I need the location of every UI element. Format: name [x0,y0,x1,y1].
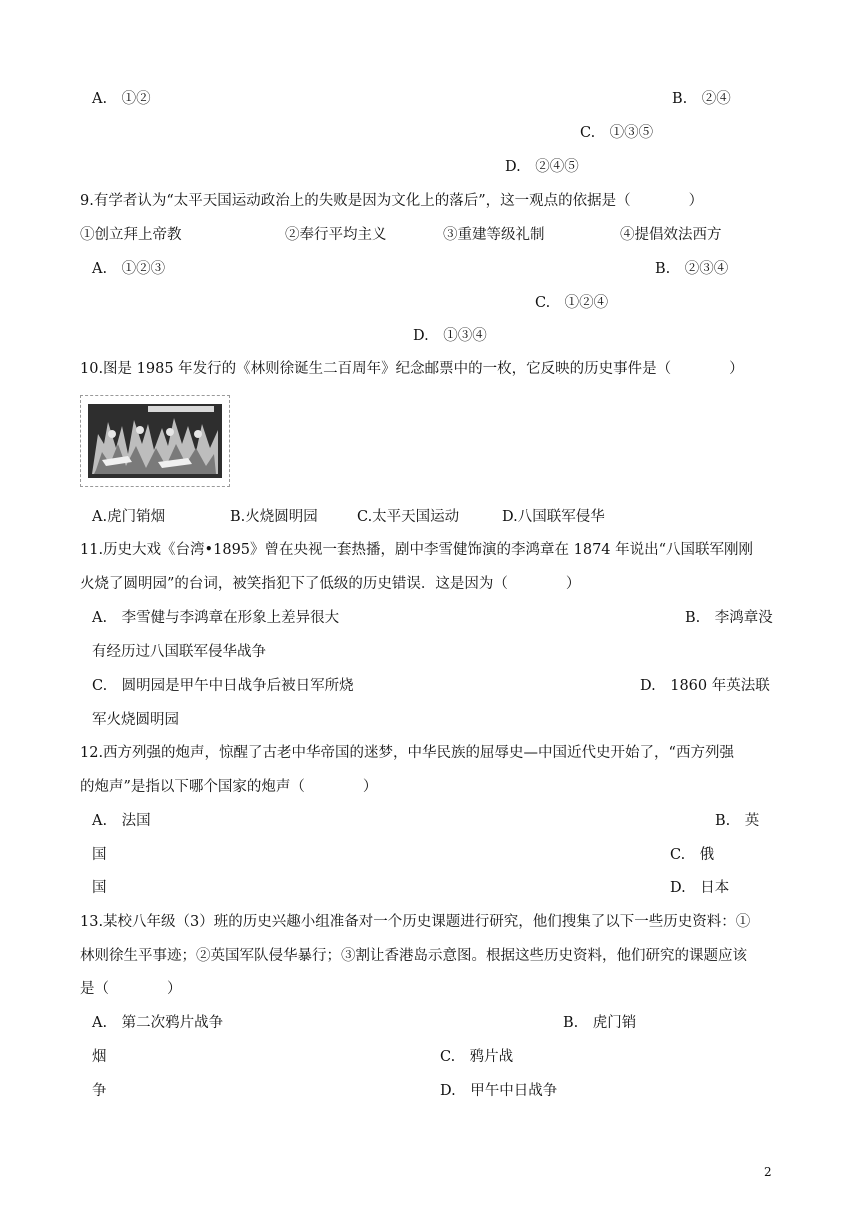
q11-option-a: A. 李雪健与李鸿章在形象上差异很大 [92,610,340,626]
q8-option-d: D. ②④⑤ [505,159,579,175]
q9-item-3: ③重建等级礼制 [443,227,545,243]
q12-stem-line1: 12.西方列强的炮声，惊醒了古老中华帝国的迷梦，中华民族的屈辱史—中国近代史开始了，“西方列强 [80,745,734,761]
q9-item-1: ①创立拜上帝教 [80,227,182,243]
q11-option-b: B. 李鸿章没 [685,610,773,626]
q11-option-c: C. 圆明园是甲午中日战争后被日军所烧 [92,678,354,694]
q11-option-d: D. 1860 年英法联 [640,678,770,694]
page-number: 2 [764,1165,772,1179]
q13-stem-line3: 是（ ） [80,981,182,997]
q10-option-d: D.八国联军侵华 [502,509,605,525]
q11-stem-line1: 11.历史大戏《台湾•1895》曾在央视一套热播，剧中李雪健饰演的李鸿章在 1874 年说出“八国联军刚刚 [80,542,754,558]
q11-option-b-continued: 有经历过八国联军侵华战争 [92,644,266,660]
q13-option-c-continued: 争 [92,1083,107,1099]
q12-option-d: D. 日本 [670,880,730,896]
q8-option-b: B. ②④ [672,91,731,107]
q8-option-c: C. ①③⑤ [580,125,654,141]
q12-option-c: C. 俄 [670,847,715,863]
q13-option-b: B. 虎门销 [563,1015,637,1031]
q10-option-a: A.虎门销烟 [92,509,166,525]
q12-option-b-continued: 国 [92,847,107,863]
q9-option-b: B. ②③④ [655,261,729,277]
q9-option-d: D. ①③④ [413,328,487,344]
q10-stem: 10.图是 1985 年发行的《林则徐诞生二百周年》纪念邮票中的一枚，它反映的历史事件是（ ） [80,361,744,377]
q9-item-2: ②奉行平均主义 [285,227,387,243]
q13-option-c: C. 鸦片战 [440,1049,514,1065]
commemorative-stamp-image [80,395,230,487]
q8-option-a: A. ①② [92,91,151,107]
q10-option-b: B.火烧圆明园 [230,509,318,525]
q9-stem: 9.有学者认为“太平天国运动政治上的失败是因为文化上的落后”，这一观点的依据是（ ） [80,193,704,209]
stamp-engraving [88,404,222,478]
q13-option-d: D. 甲午中日战争 [440,1083,558,1099]
q11-option-d-continued: 军火烧圆明园 [92,712,179,728]
q13-option-b-continued: 烟 [92,1049,107,1065]
q12-option-b: B. 英 [715,813,760,829]
q10-option-c: C.太平天国运动 [357,509,460,525]
q12-option-a: A. 法国 [92,813,151,829]
q13-stem-line1: 13.某校八年级（3）班的历史兴趣小组准备对一个历史课题进行研究，他们搜集了以下一些历史资料：① [80,914,751,930]
q9-item-4: ④提倡效法西方 [620,227,722,243]
q9-option-a: A. ①②③ [92,261,166,277]
q13-stem-line2: 林则徐生平事迹；②英国军队侵华暴行；③割让香港岛示意图。根据这些历史资料，他们研究的课题应该 [80,948,747,964]
q9-option-c: C. ①②④ [535,295,609,311]
q11-stem-line2: 火烧了圆明园”的台词，被笑指犯下了低级的历史错误．这是因为（ ） [80,576,581,592]
q12-option-c-continued: 国 [92,880,107,896]
q13-option-a: A. 第二次鸦片战争 [92,1015,224,1031]
q12-stem-line2: 的炮声”是指以下哪个国家的炮声（ ） [80,779,378,795]
